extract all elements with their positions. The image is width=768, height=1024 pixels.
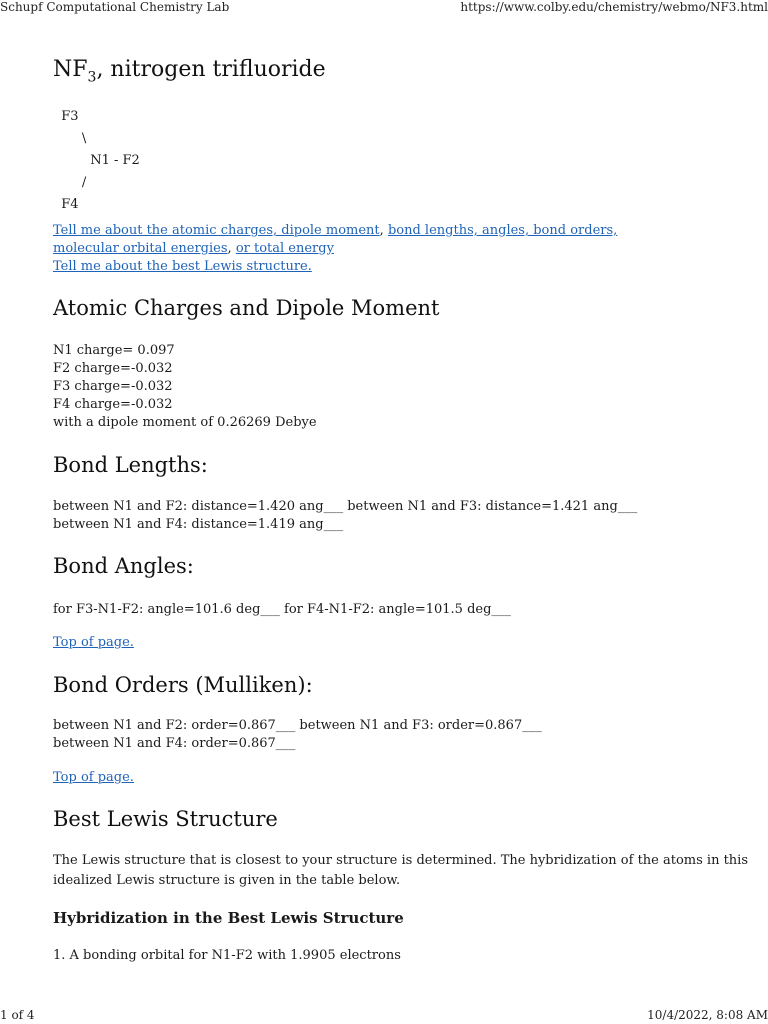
print-timestamp: 10/4/2022, 8:08 AM bbox=[647, 1008, 768, 1022]
lewis-paragraph: The Lewis structure that is closest to your structure is determined. The hybridization of the atoms in this idealized Lewis structure is given in the table below. bbox=[53, 853, 749, 888]
bond-order-line: between N1 and F4: order=0.867___ bbox=[53, 736, 296, 751]
link-total-energy[interactable]: or total energy bbox=[235, 241, 334, 256]
bond-orders-list bbox=[53, 717, 542, 753]
top-of-page-link[interactable]: Top of page. bbox=[53, 770, 134, 785]
print-footer bbox=[0, 1008, 768, 1024]
print-header bbox=[0, 0, 768, 16]
hybridization-subheading: Hybridization in the Best Lewis Structure bbox=[53, 909, 404, 927]
section-bond-angles bbox=[53, 552, 194, 580]
lewis-heading: Best Lewis Structure bbox=[53, 807, 278, 831]
link-mo-energies[interactable]: molecular orbital energies bbox=[53, 241, 228, 256]
link-atomic-charges[interactable]: Tell me about the atomic charges, dipole moment bbox=[53, 223, 380, 238]
bond-orders-heading: Bond Orders (Mulliken): bbox=[53, 673, 313, 697]
bond-length-line: between N1 and F4: distance=1.419 ang___ bbox=[53, 517, 344, 532]
bond-lengths-heading: Bond Lengths: bbox=[53, 453, 208, 477]
section-lewis bbox=[53, 805, 278, 833]
bond-angle-line: for F3-N1-F2: angle=101.6 deg___ for F4-N1-F2: angle=101.5 deg___ bbox=[53, 602, 511, 617]
molecule-structure: F3 \ N1 - F2 / F4 bbox=[53, 109, 140, 212]
link-lewis-structure[interactable]: Tell me about the best Lewis structure. bbox=[53, 259, 312, 274]
nav-links: Tell me about the atomic charges, dipole moment, bond lengths, angles, bond orders, molecular orbital energies, or total energy Tell me about the best Lewis structure. bbox=[53, 223, 618, 274]
charges-heading: Atomic Charges and Dipole Moment bbox=[53, 296, 440, 320]
bond-angles-list bbox=[53, 601, 511, 619]
charges-list bbox=[53, 342, 317, 432]
link-bond-lengths[interactable]: bond lengths, angles, bond orders, bbox=[387, 223, 618, 238]
charge-line: F2 charge=-0.032 bbox=[53, 361, 173, 376]
bond-lengths-list bbox=[53, 498, 637, 534]
charge-line: N1 charge= 0.097 bbox=[53, 343, 175, 358]
dipole-line: with a dipole moment of 0.26269 Debye bbox=[53, 415, 317, 430]
charge-line: F4 charge=-0.032 bbox=[53, 397, 173, 412]
section-bond-lengths bbox=[53, 451, 208, 479]
bond-angles-heading: Bond Angles: bbox=[53, 554, 194, 578]
page-title: $NF_3$, nitrogen trifluoride bbox=[53, 57, 326, 86]
top-of-page-link[interactable]: Top of page. bbox=[53, 635, 134, 650]
header-site-title: Schupf Computational Chemistry Lab bbox=[0, 0, 230, 14]
section-charges bbox=[53, 294, 440, 322]
page-count: 1 of 4 bbox=[0, 1008, 35, 1022]
header-url: https://www.colby.edu/chemistry/webmo/NF3.html bbox=[460, 0, 768, 14]
charge-line: F3 charge=-0.032 bbox=[53, 379, 173, 394]
orbital-item: 1. A bonding orbital for N1-F2 with 1.9905 electrons bbox=[53, 948, 401, 963]
bond-length-line: between N1 and F2: distance=1.420 ang___ between N1 and F3: distance=1.421 ang___ bbox=[53, 499, 638, 514]
section-bond-orders bbox=[53, 671, 313, 699]
bond-order-line: between N1 and F2: order=0.867___ between N1 and F3: order=0.867___ bbox=[53, 718, 542, 733]
